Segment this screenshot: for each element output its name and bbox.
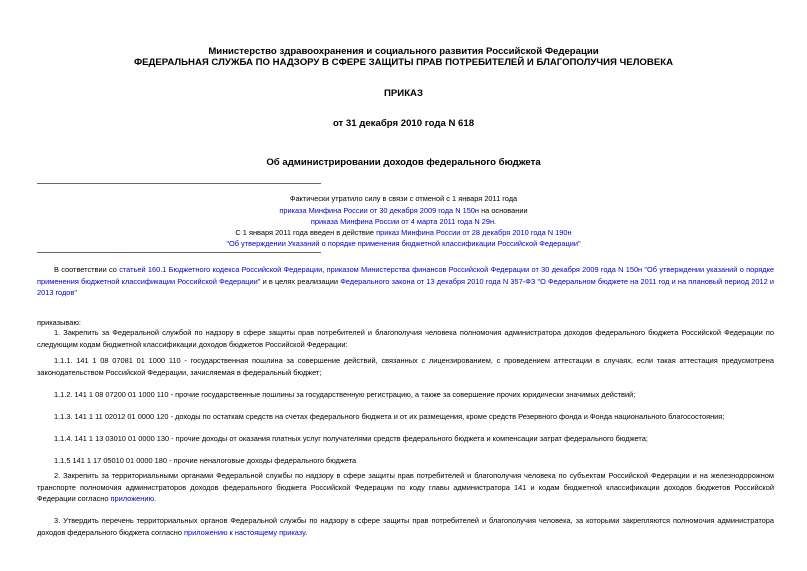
paragraph-1-3: 1.1.3. 141 1 11 02012 01 0000 120 - доходы по остаткам средств на счетах федерального бюджета и от их размещения, кроме средств Резервного фонда и Фонда национального благосостояния;	[54, 412, 725, 421]
document-title: Об администрировании доходов федерального бюджета	[266, 157, 541, 168]
paragraph-3	[37, 515, 774, 538]
status-note-line-1: Фактически утратило силу в связи с отменой с 1 января 2011 года	[289, 194, 518, 203]
order-word: приказываю:	[37, 318, 81, 327]
preamble-text: В соответствии со	[54, 265, 120, 274]
status-note-text: С 1 января 2011 года введен в действие	[235, 228, 377, 237]
paragraph-2-text: 2. Закрепить за территориальными органами Федеральной службы по надзору в сфере защиты прав потребителей и благополучия человека по субъектам Российской Федерации и на железнодорожном транспорте полномочия администраторов доходов федерального бюджета Российской Федерации по коду главы администратора 141 и кодам бюджетной классификации доходов бюджетов Российской Федерации согласно	[37, 471, 774, 503]
link-appendix[interactable]: приложению	[110, 494, 155, 503]
paragraph-2	[37, 470, 774, 505]
paragraph-1-1: 1.1.1. 141 1 08 07081 01 1000 110 - государственная пошлина за совершение действий, связанных с лицензированием, с проведением аттестации в случаях, если такая аттестация предусмотрена законодательством Российской Федерации, зачисляемая в федеральный бюджет;	[37, 356, 774, 377]
status-note-link-order-29n[interactable]: приказа Минфина России от 4 марта 2011 года N 29н.	[310, 217, 497, 226]
status-note-line-4	[0, 228, 807, 237]
link-budget-code-article[interactable]: статьей 160.1 Бюджетного кодекса Российской Федерации	[119, 265, 323, 274]
link-federal-law-357fz[interactable]: Федерального закона от 13 декабря 2010 года N 357-ФЗ "О Федеральном бюджете на 2011 год и на плановый период 2012 и 2013 годов"	[37, 276, 775, 297]
status-note-line-2	[0, 206, 807, 215]
status-note-line-3	[0, 217, 807, 226]
paragraph-1-4: 1.1.4. 141 1 13 03010 01 0000 130 - прочие доходы от оказания платных услуг получателями средств федерального бюджета и компенсации затрат федерального бюджета;	[54, 434, 648, 443]
link-appendix-to-order[interactable]: приложению к настоящему приказу	[184, 527, 306, 537]
preamble-text: и в целях реализации	[260, 276, 341, 286]
status-note-link-order-150n[interactable]: приказа Минфина России от 30 декабря 2009 года N 150н	[279, 206, 480, 215]
status-note-text: на основании	[479, 206, 528, 215]
paragraph-1: 1. Закрепить за Федеральной службой по надзору в сфере защиты прав потребителей и благополучия человека полномочия администратора доходов федерального бюджета Российской Федерации по следующим кодам бюджетной классификации доходов бюджетов Российской Федерации:	[37, 328, 774, 349]
bottom-divider	[37, 252, 321, 253]
service-name: ФЕДЕРАЛЬНАЯ СЛУЖБА ПО НАДЗОРУ В СФЕРЕ ЗАЩИТЫ ПРАВ ПОТРЕБИТЕЛЕЙ И БЛАГОПОЛУЧИЯ ЧЕЛОВЕКА	[133, 57, 674, 68]
status-note-link-order-190n[interactable]: приказ Минфина России от 28 декабря 2010 года N 190н	[376, 228, 572, 237]
status-note-line-5	[0, 239, 807, 248]
link-minfin-order-150n[interactable]: приказом Министерства финансов Российской Федерации от 30 декабря 2009 года N 150н "Об утверждении указаний о порядке применения бюджетной классификации Российской Федерации"	[37, 265, 774, 286]
paragraph-3-text: 3. Утвердить перечень территориальных органов Федеральной службы по надзору в сфере защиты прав потребителей и благополучия человека, за которыми закрепляются полномочия администратора доходов федерального бюджета согласно	[37, 516, 774, 537]
document-type: ПРИКАЗ	[384, 88, 423, 99]
preamble-paragraph	[37, 264, 774, 299]
top-divider	[37, 183, 321, 184]
paragraph-1-2: 1.1.2. 141 1 08 07200 01 1000 110 - прочие государственные пошлины за государственную регистрацию, а также за совершение прочих юридически значимых действий;	[54, 390, 636, 399]
ministry-name: Министерство здравоохранения и социального развития Российской Федерации	[208, 46, 599, 57]
preamble-text: ,	[322, 265, 327, 274]
paragraph-2-end: .	[154, 494, 157, 503]
status-note-link-instructions[interactable]: "Об утверждении Указаний о порядке применения бюджетной классификации Российской Федерации"	[226, 239, 581, 248]
paragraph-3-end: .	[305, 527, 308, 537]
paragraph-1-5: 1.1.5 141 1 17 05010 01 0000 180 - прочие неналоговые доходы федерального бюджета	[54, 456, 357, 465]
document-date-number: от 31 декабря 2010 года N 618	[332, 118, 475, 129]
